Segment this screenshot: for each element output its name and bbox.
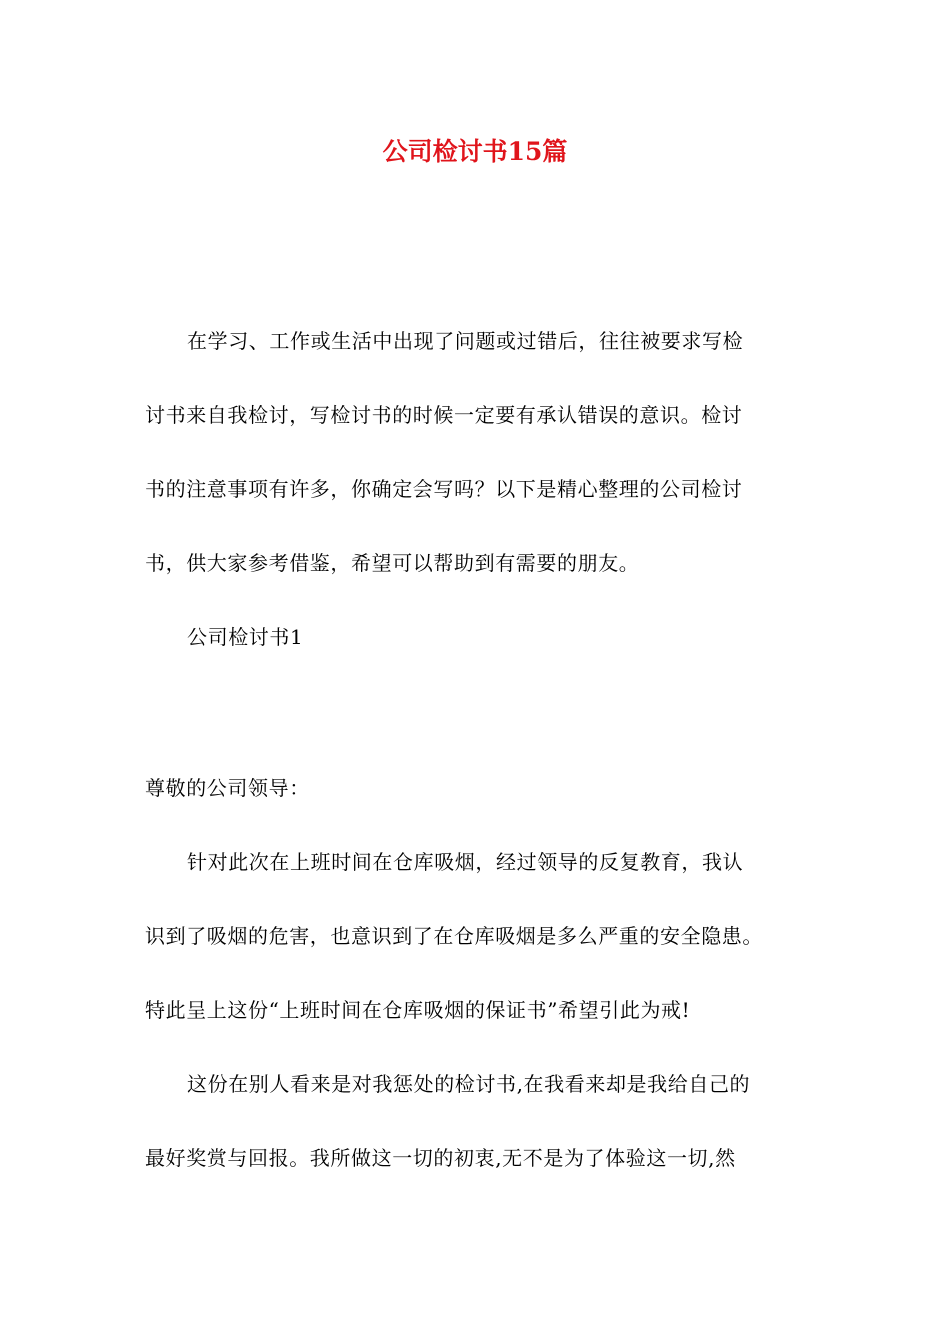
intro-line-4: 书，供大家参考借鉴，希望可以帮助到有需要的朋友。 (145, 551, 640, 575)
paragraph2-line-2: 最好奖赏与回报。我所做这一切的初衷,无不是为了体验这一切,然 (145, 1146, 736, 1170)
paragraph1-line-3: 特此呈上这份“上班时间在仓库吸烟的保证书”希望引此为戒! (145, 998, 691, 1022)
intro-line-3: 书的注意事项有许多，你确定会写吗？以下是精心整理的公司检讨 (145, 477, 743, 501)
section-heading: 公司检讨书1 (187, 625, 304, 649)
salutation: 尊敬的公司领导： (145, 776, 310, 800)
intro-line-1: 在学习、工作或生活中出现了问题或过错后，往往被要求写检 (187, 329, 744, 353)
paragraph2-line-1: 这份在别人看来是对我惩处的检讨书,在我看来却是我给自己的 (187, 1072, 751, 1096)
intro-line-2: 讨书来自我检讨，写检讨书的时候一定要有承认错误的意识。检讨 (145, 403, 743, 427)
paragraph1-line-1: 针对此次在上班时间在仓库吸烟，经过领导的反复教育，我认 (187, 850, 744, 874)
paragraph1-line-2: 识到了吸烟的危害，也意识到了在仓库吸烟是多么严重的安全隐患。 (145, 924, 763, 948)
document-title: 公司检讨书15篇 (382, 137, 568, 166)
